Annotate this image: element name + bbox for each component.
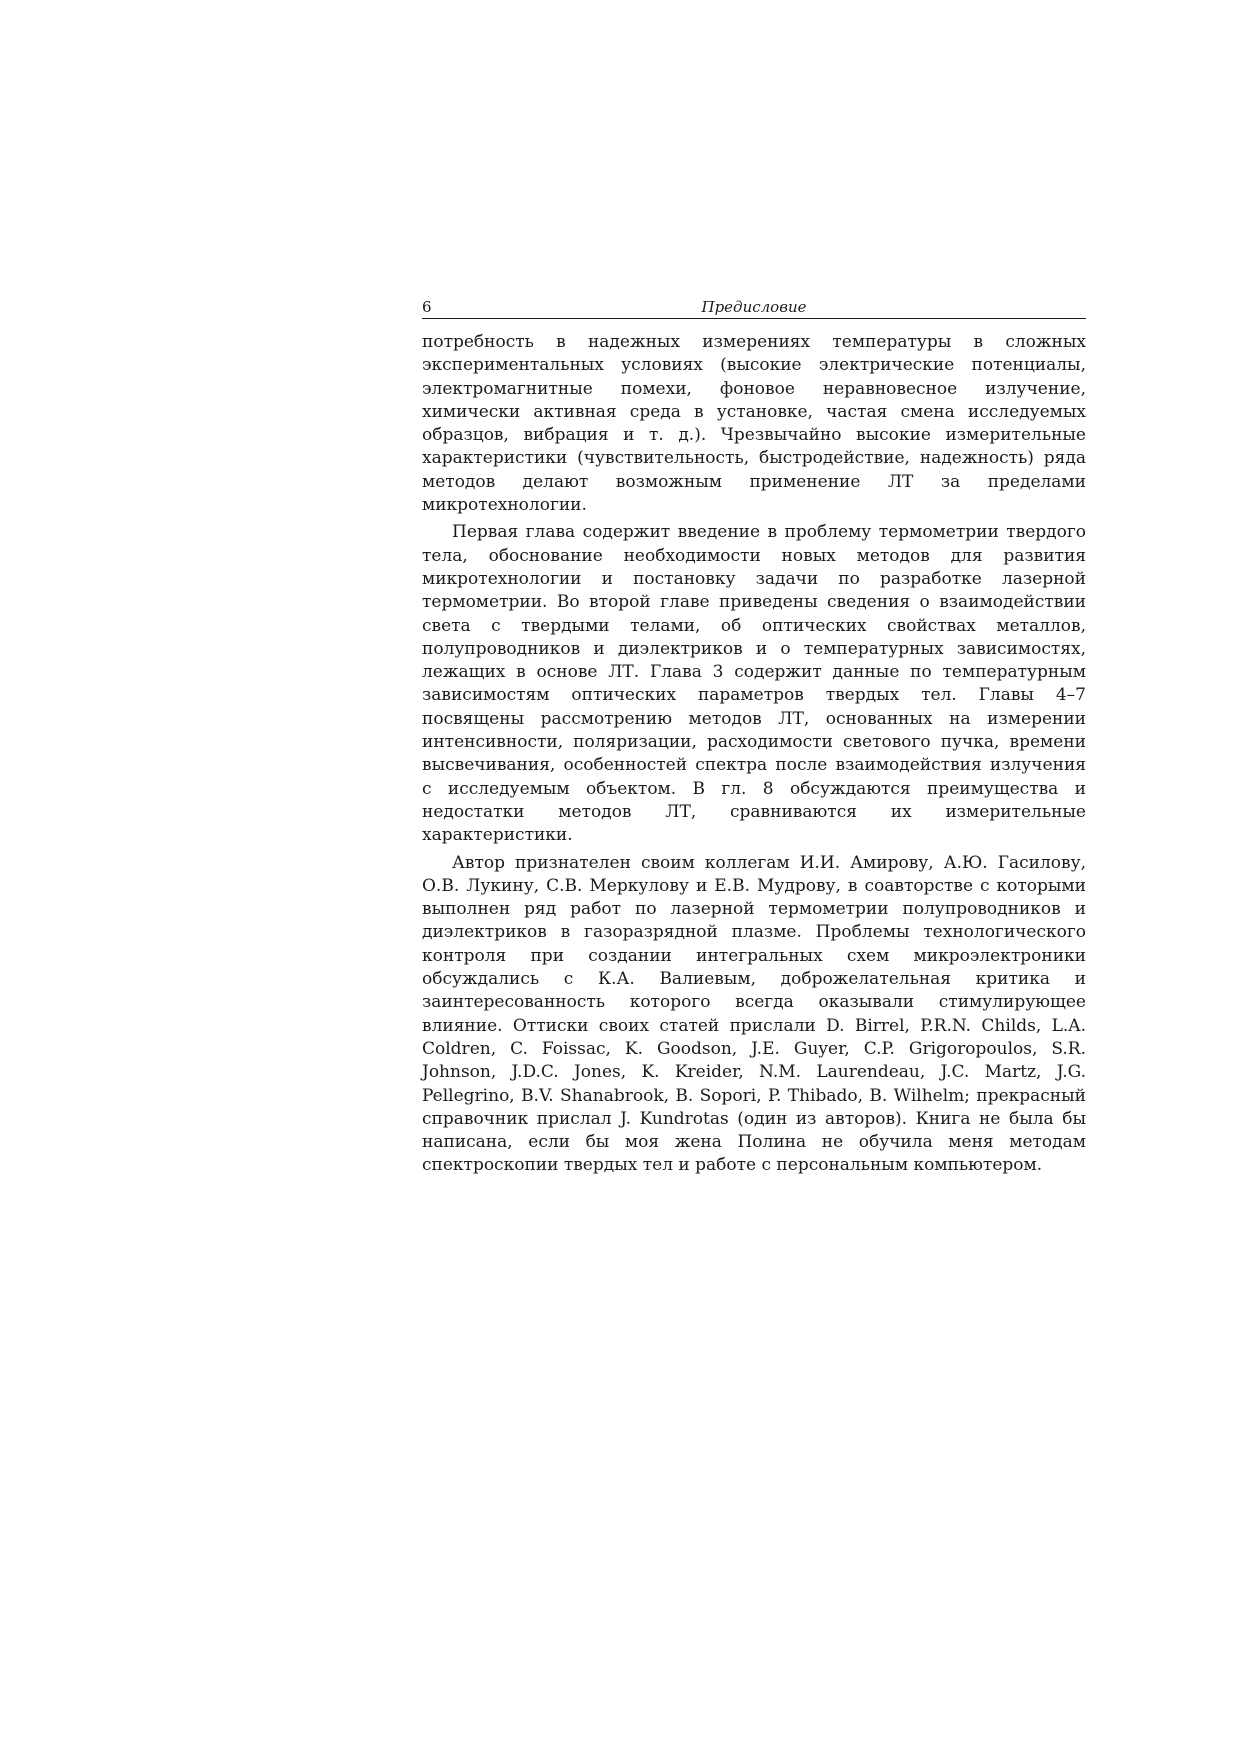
book-page bbox=[422, 296, 1086, 1182]
running-title: Предисловие bbox=[701, 298, 807, 316]
paragraph-continuation: потребность в надежных измерениях температуры в сложных экспериментальных условиях (высокие электрические потенциалы, электромагнитные помехи, фоновое неравновесное излучение, химически активная среда в установке, частая смена исследуемых образцов, вибрация и т. д.). Чрезвычайно высокие измерительные характеристики (чувствительность, быстродействие, надежность) ряда методов делают возможным применение ЛТ за пределами микротехнологии. bbox=[422, 332, 1086, 516]
body-text bbox=[422, 331, 1086, 1178]
running-head bbox=[422, 296, 1086, 319]
page-number: 6 bbox=[422, 298, 432, 316]
paragraph-chapters-overview: Первая глава содержит введение в проблему термометрии твердого тела, обоснование необходимости новых методов для развития микротехнологии и постановку задачи по разработке лазерной термометрии. Во второй главе приведены сведения о взаимодействии света с твердыми телами, об оптических свойствах металлов, полупроводников и диэлектриков и о температурных зависимостях, лежащих в основе ЛТ. Глава 3 содержит данные по температурным зависимостям оптических параметров твердых тел. Главы 4–7 посвящены рассмотрению методов ЛТ, основанных на измерении интенсивности, поляризации, расходимости светового пучка, времени высвечивания, особенностей спектра после взаимодействия излучения с исследуемым объектом. В гл. 8 обсуждаются преимущества и недостатки методов ЛТ, сравниваются их измерительные характеристики. bbox=[422, 522, 1086, 846]
paragraph-acknowledgements: Автор признателен своим коллегам И.И. Амирову, А.Ю. Гасилову, О.В. Лукину, С.В. Меркулову и Е.В. Мудрову, в соавторстве с которыми выполнен ряд работ по лазерной термометрии полупроводников и диэлектриков в газоразрядной плазме. Проблемы технологического контроля при создании интегральных схем микроэлектроники обсуждались с К.А. Валиевым, доброжелательная критика и заинтересованность которого всегда оказывали стимулирующее влияние. Оттиски своих статей прислали D. Birrel, P.R.N. Childs, L.A. Coldren, C. Foissac, K. Goodson, J.E. Guyer, C.P. Grigoropoulos, S.R. Johnson, J.D.C. Jones, K. Kreider, N.M. Laurendeau, J.C. Martz, J.G. Pellegrino, B.V. Shanabrook, B. Sopori, P. Thibado, B. Wilhelm; прекрасный справочник прислал J. Kundrotas (один из авторов). Книга не была бы написана, если бы моя жена Полина не обучила меня методам спектроскопии твердых тел и работе с персональным компьютером. bbox=[422, 852, 1086, 1176]
